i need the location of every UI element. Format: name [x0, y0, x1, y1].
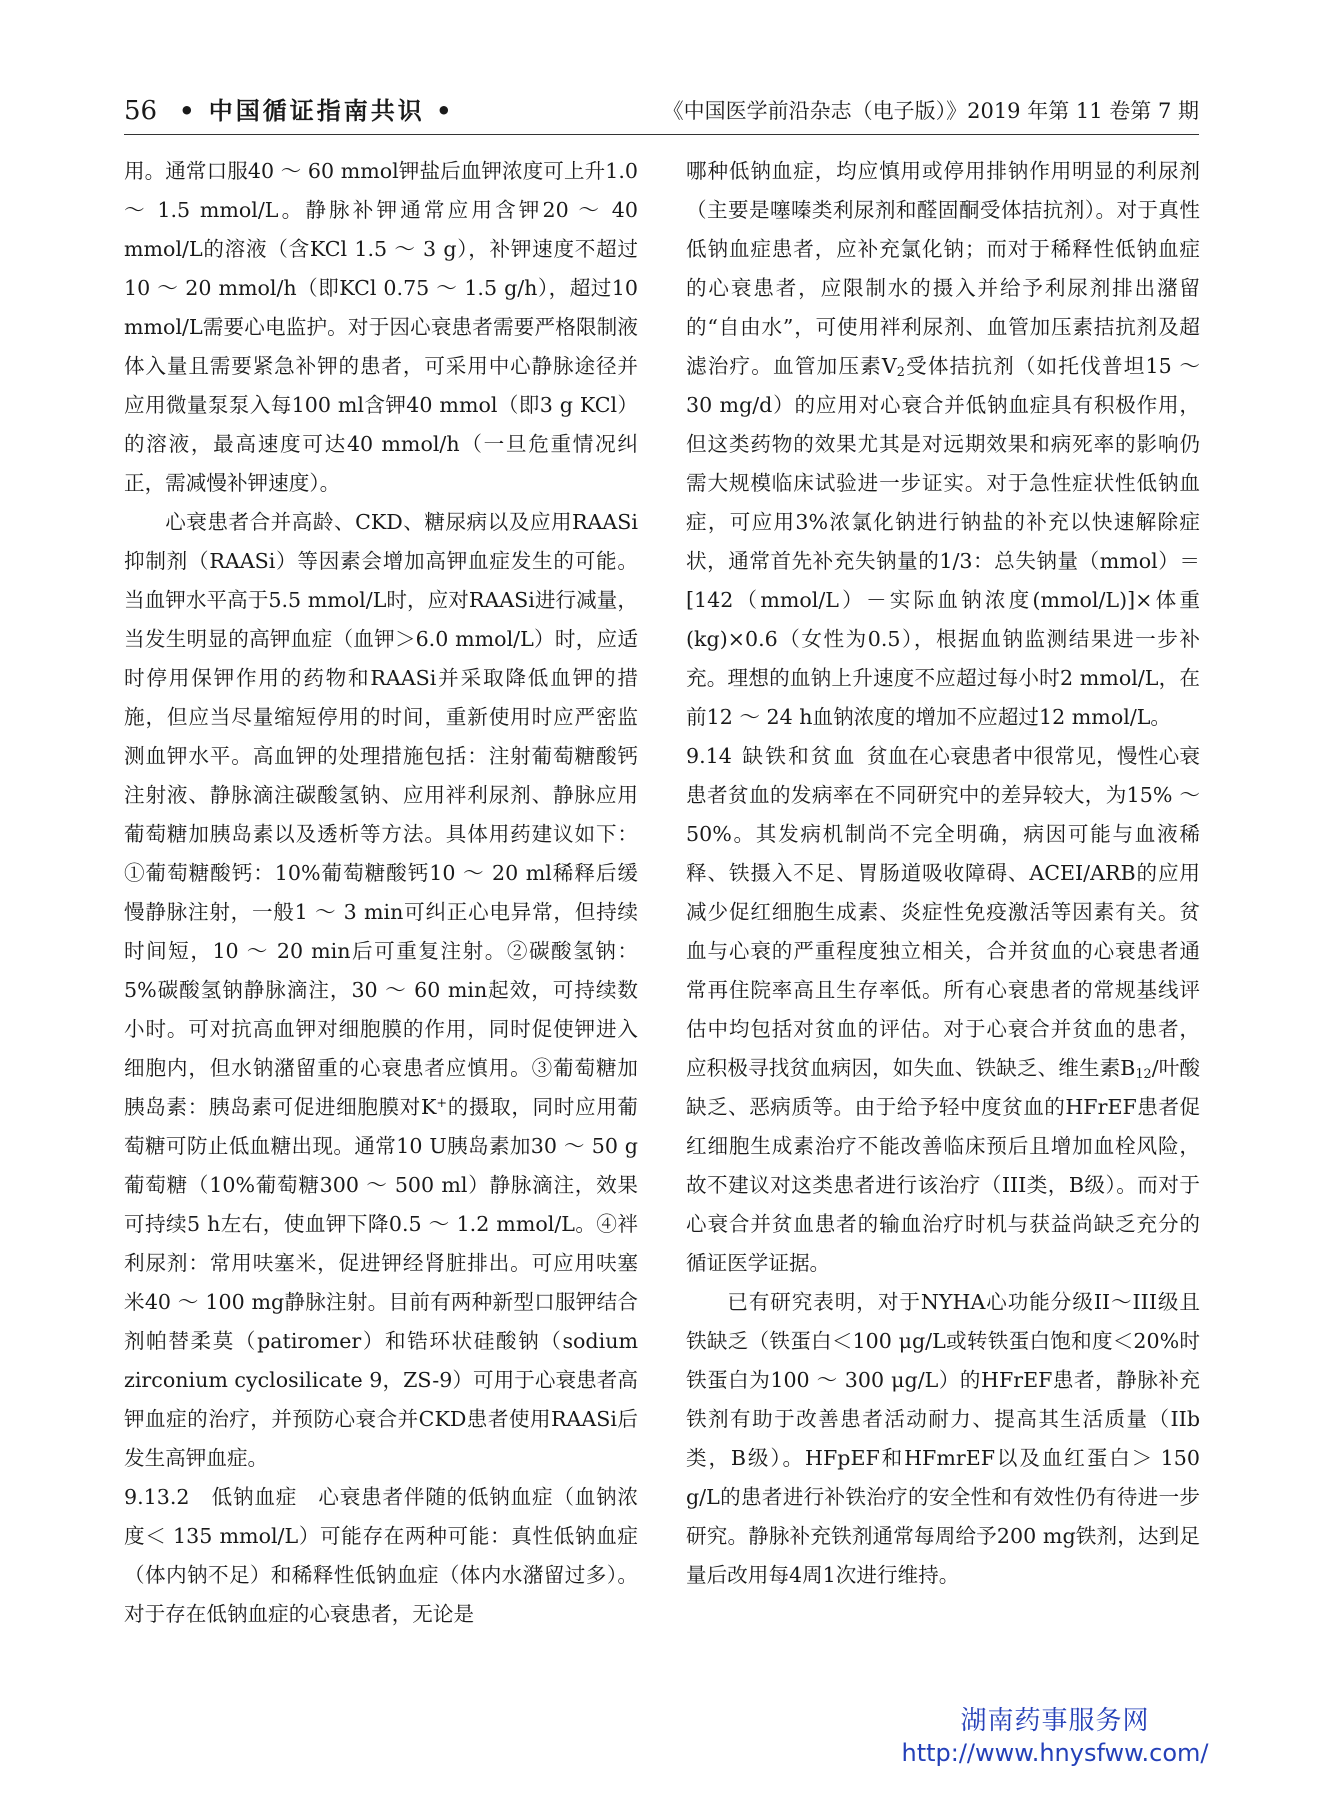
paragraph-iron-deficiency-anemia: [686, 737, 1200, 1283]
section-heading: 缺铁和贫血: [742, 744, 857, 768]
left-column: [124, 152, 638, 1634]
section-number: 9.14: [686, 744, 732, 768]
paragraph-hyponatremia-treatment: [686, 152, 1200, 737]
paragraph-hyperkalemia: [124, 503, 638, 1478]
journal-citation: 《中国医学前沿杂志（电子版）》2019 年第 11 卷第 7 期: [662, 99, 1199, 123]
paragraph-potassium-supplement: 用。通常口服40 ～ 60 mmol钾盐后血钾浓度可上升1.0 ～ 1.5 mmol/L。静脉补钾通常应用含钾20 ～ 40 mmol/L的溶液（含KCl 1.5 ～ 3 g），补钾速度不超过10 ～ 20 mmol/h（即KCl 0.75 ～ 1.5 g/h），超过10 mmol/L需要心电监护。对于因心衰患者需要严格限制液体入量且需要紧急补钾的患者，可采用中心静脉途径并应用微量泵泵入每100 ml含钾40 mmol（即3 g KCl）的溶液，最高速度可达40 mmol/h（一旦危重情况纠正，需减慢补钾速度）。: [124, 159, 638, 495]
watermark: [890, 1705, 1220, 1769]
right-column: [686, 152, 1200, 1595]
hyperkalemia-text-b: 的摄取，同时应用葡萄糖可防止低血糖出现。通常10 U胰岛素加30 ～ 50 g葡萄糖（10%葡萄糖300 ～ 500 ml）静脉滴注，效果可持续5 h左右，使血钾下降0.5 ～ 1.2 mmol/L。④袢利尿剂：常用呋塞米，促进钾经肾脏排出。可应用呋塞米40 ～ 100 mg静脉注射。目前有两种新型口服钾结合剂帕替柔莫（patiromer）和锆环状硅酸钠（sodium zirconium cyclosilicate 9，ZS-9）可用于心衰患者高钾血症的治疗，并预防心衰合并CKD患者使用RAASi后发生高钾血症。: [124, 1095, 638, 1470]
hyponatremia-text-b: 受体拮抗剂（如托伐普坦15 ～ 30 mg/d）的应用对心衰合并低钠血症具有积极作用，但这类药物的效果尤其是对远期效果和病死率的影响仍需大规模临床试验进一步证实。对于急性症状性低钠血症，可应用3%浓氯化钠进行钠盐的补充以快速解除症状，通常首先补充失钠量的1/3：总失钠量（mmol）＝[142（mmol/L）－实际血钠浓度(mmol/L)]×体重(kg)×0.6（女性为0.5），根据血钠监测结果进一步补充。理想的血钠上升速度不应超过每小时2 mmol/L，在前12 ～ 24 h血钠浓度的增加不应超过12 mmol/L。: [686, 354, 1200, 729]
potassium-superscript: +: [436, 1095, 448, 1111]
paragraph-iron-supplementation: 已有研究表明，对于NYHA心功能分级II～III级且铁缺乏（铁蛋白＜100 μg/L或转铁蛋白饱和度＜20%时铁蛋白为100 ～ 300 μg/L）的HFrEF患者，静脉补充铁剂有助于改善患者活动耐力、提高其生活质量（IIb类，B级）。HFpEF和HFmrEF以及血红蛋白＞ 150 g/L的患者进行补铁治疗的安全性和有效性仍有待进一步研究。静脉补充铁剂通常每周给予200 mg铁剂，达到足量后改用每4周1次进行维持。: [686, 1290, 1200, 1587]
v2-subscript: 2: [896, 365, 905, 381]
page-number: 56: [124, 96, 158, 126]
watermark-url: http://www.hnysfww.com/: [901, 1739, 1209, 1767]
b12-subscript: 12: [1135, 1067, 1152, 1083]
page-header: [124, 86, 1199, 135]
header-left: [124, 91, 454, 134]
anemia-text-a: 贫血在心衰患者中很常见，慢性心衰患者贫血的发病率在不同研究中的差异较大，为15% ～ 50%。其发病机制尚不完全明确，病因可能与血液稀释、铁摄入不足、胃肠道吸收障碍、ACEI/ARB的应用减少促红细胞生成素、炎症性免疫激活等因素有关。贫血与心衰的严重程度独立相关，合并贫血的心衰患者通常再住院率高且生存率低。所有心衰患者的常规基线评估中均包括对贫血的评估。对于心衰合并贫血的患者，应积极寻找贫血病因，如失血、铁缺乏、维生素B: [686, 744, 1201, 1080]
watermark-site-name: 湖南药事服务网: [960, 1706, 1150, 1736]
paragraph-hyponatremia: 9.13.2 低钠血症 心衰患者伴随的低钠血症（血钠浓度＜ 135 mmol/L）可能存在两种可能：真性低钠血症（体内钠不足）和稀释性低钠血症（体内水潴留过多）。对于存在低钠血症的心衰患者，无论是: [124, 1485, 638, 1626]
anemia-text-b: /叶酸缺乏、恶病质等。由于给予轻中度贫血的HFrEF患者促红细胞生成素治疗不能改善临床预后且增加血栓风险，故不建议对这类患者进行该治疗（III类，B级）。而对于心衰合并贫血患者的输血治疗时机与获益尚缺乏充分的循证医学证据。: [686, 1056, 1200, 1275]
hyperkalemia-text-a: 心衰患者合并高龄、CKD、糖尿病以及应用RAASi抑制剂（RAASi）等因素会增加高钾血症发生的可能。当血钾水平高于5.5 mmol/L时，应对RAASi进行减量，当发生明显的高钾血症（血钾＞6.0 mmol/L）时，应适时停用保钾作用的药物和RAASi并采取降低血钾的措施，但应当尽量缩短停用的时间，重新使用时应严密监测血钾水平。高血钾的处理措施包括：注射葡萄糖酸钙注射液、静脉滴注碳酸氢钠、应用袢利尿剂、静脉应用葡萄糖加胰岛素以及透析等方法。具体用药建议如下：①葡萄糖酸钙：10%葡萄糖酸钙10 ～ 20 ml稀释后缓慢静脉注射，一般1 ～ 3 min可纠正心电异常，但持续时间短，10 ～ 20 min后可重复注射。②碳酸氢钠：5%碳酸氢钠静脉滴注，30 ～ 60 min起效，可持续数小时。可对抗高血钾对细胞膜的作用，同时促使钾进入细胞内，但水钠潴留重的心衰患者应慎用。③葡萄糖加胰岛素：胰岛素可促进细胞膜对K: [124, 510, 638, 1119]
series-title: • 中国循证指南共识 •: [179, 97, 455, 125]
hyponatremia-text-a: 哪种低钠血症，均应慎用或停用排钠作用明显的利尿剂（主要是噻嗪类利尿剂和醛固酮受体拮抗剂）。对于真性低钠血症患者，应补充氯化钠；而对于稀释性低钠血症的心衰患者，应限制水的摄入并给予利尿剂排出潴留的“自由水”，可使用袢利尿剂、血管加压素拮抗剂及超滤治疗。血管加压素V: [686, 159, 1200, 378]
